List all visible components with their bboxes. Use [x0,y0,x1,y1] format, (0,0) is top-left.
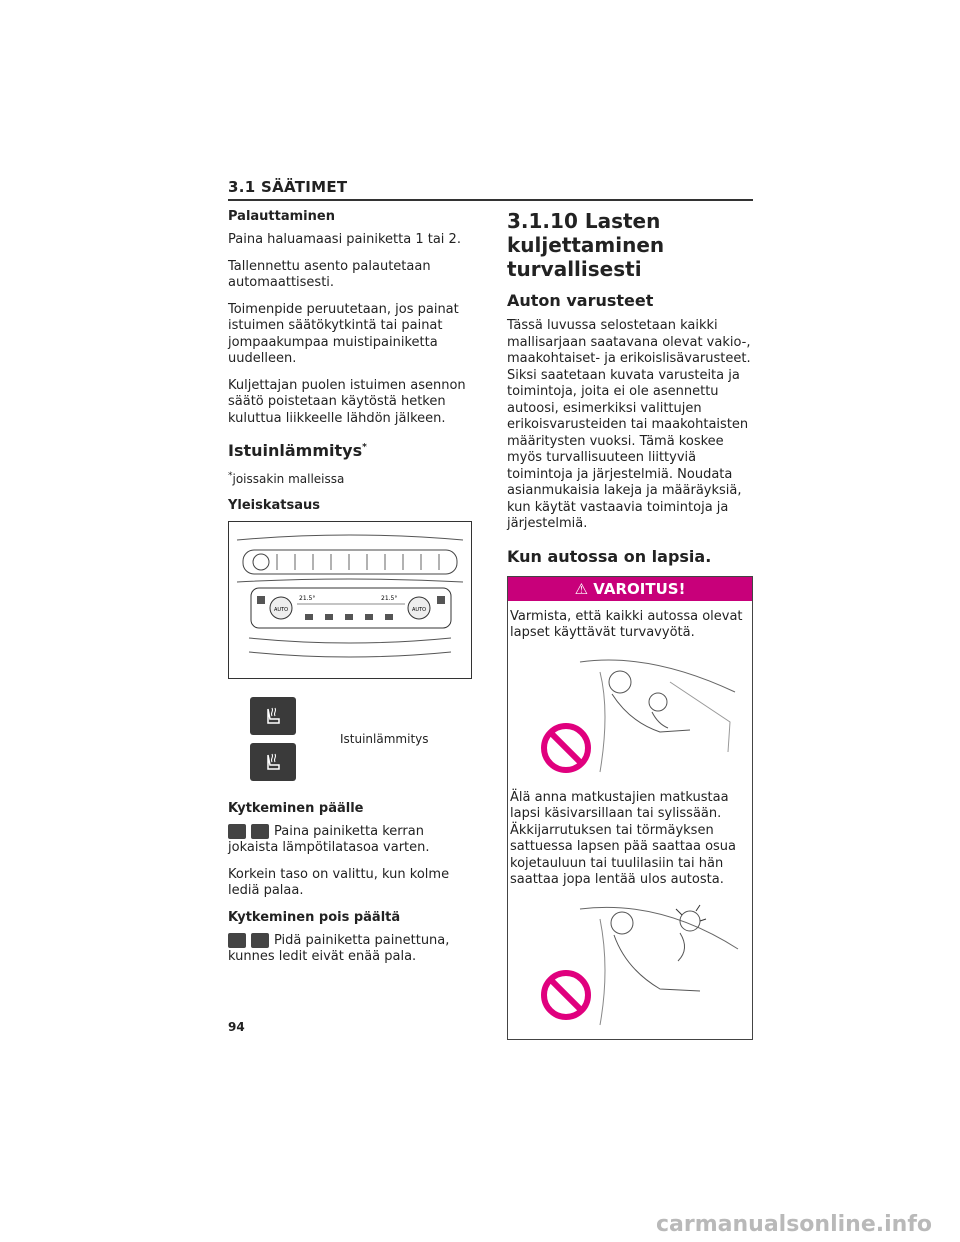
restore-p4: Kuljettajan puolen istuimen asennon säätö poistetaan käytöstä hetken kuluttua liikkeelle lähdön jälkeen. [228,377,466,426]
page-number: 94 [228,1020,245,1034]
kids-heading: Kun autossa on lapsia. [507,546,712,566]
restore-p1: Paina haluamaasi painiketta 1 tai 2. [228,232,461,247]
child-on-lap-illustration [540,652,740,780]
seat-heat-buttons [228,697,473,781]
restore-p2: Tallennettu asento palautetaan automaattisesti. [228,258,431,290]
seat-heat-icon [262,751,284,773]
child-impact-illustration [540,899,740,1029]
seat-heat-button-upper[interactable] [250,697,296,735]
warning-p2: Älä anna matkustajien matkustaa lapsi käsivarsillaan tai sylissään. Äkkijarrutuksen tai törmäyksen sattuessa lapsen pää saattaa osua kojetauluun tai tuulilasiin tai hän saattaa jopa lentää ulos autosta. [510,789,737,887]
console-auto-right: AUTO [412,606,427,613]
seat-heat-mini-icon [251,824,269,839]
section-title: 3.1 SÄÄTIMET [228,178,348,196]
warning-icon: ⚠ [574,579,589,598]
seat-heat-mini-icon [251,933,269,948]
warning-header: ⚠ VAROITUS! [508,577,752,601]
console-temp-left: 21.5° [299,594,316,602]
console-illustration [228,521,472,679]
seat-heat-button-lower[interactable] [250,743,296,781]
seat-heat-mini-icon [228,933,246,948]
watermark: carmanualsonline.info [656,1212,932,1237]
equip-heading: Auton varusteet [507,291,654,310]
off-heading: Kytkeminen pois päältä [228,909,401,925]
off-p1: Pidä painiketta painettuna, kunnes ledit eivät enää pala. [228,932,450,964]
equip-paragraph: Tässä luvussa selostetaan kaikki mallisarjaan saatavana olevat vakio-, maakohtaiset- ja erikoislisävarusteet. Siksi saatetaan kuvata varusteita ja toimintoja, joita ei ole asennettu autoosi, esimerkiksi valittujen erikoisvarusteiden tai maakohtaisten määritysten vuoksi. Tämä koskee myös turvallisuuteen liittyviä toimintoja ja järjestelmiä. Noudata asianmukaisia lakeja ja määräyksiä, kun käytät vastaavia toimintoja ja järjestelmiä. [507,318,751,531]
header-rule [228,199,753,201]
console-temp-right: 21.5° [381,594,398,602]
seat-heat-label: Istuinlämmitys [340,731,429,746]
seat-heat-icon [262,705,284,727]
on-p2: Korkein taso on valittu, kun kolme lediä palaa. [228,866,450,898]
restore-p3: Toimenpide peruutetaan, jos painat istuimen säätökytkintä tai painat jompaakumpaa muistipainiketta uudelleen. [228,301,459,366]
heat-heading: Istuinlämmitys* [228,441,367,460]
right-column [507,209,753,1040]
on-p1: Paina painiketta kerran jokaista lämpötilatasoa varten. [228,823,430,855]
seat-heat-mini-icon [228,824,246,839]
chapter-title: 3.1.10 Lasten kuljettaminen turvallisesti [507,209,665,281]
left-column [228,209,473,976]
heat-note: *joissakin malleissa [228,471,345,486]
restore-heading: Palauttaminen [228,209,335,224]
warning-p1: Varmista, että kaikki autossa olevat lapset käyttävät turvavyötä. [510,608,743,640]
on-heading: Kytkeminen päälle [228,800,364,816]
overview-heading: Yleiskatsaus [228,497,321,513]
warning-box [507,576,753,1040]
console-auto-left: AUTO [274,606,289,613]
